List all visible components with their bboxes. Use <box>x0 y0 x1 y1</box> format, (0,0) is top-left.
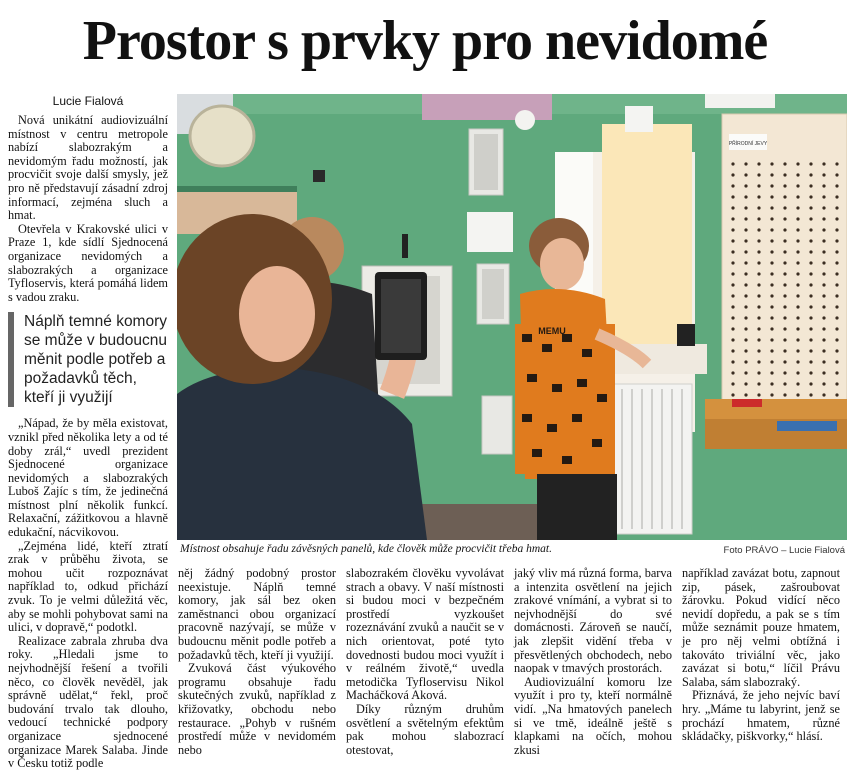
photo-caption: Místnost obsahuje řadu závěsných panelů, kde člověk může procvičit třeba hmat. <box>180 543 552 555</box>
peg-hole <box>809 305 812 308</box>
peg-hole <box>796 228 799 231</box>
peg-hole <box>757 250 760 253</box>
peg-hole <box>731 239 734 242</box>
peg-hole <box>757 272 760 275</box>
peg-hole <box>770 371 773 374</box>
peg-hole <box>770 338 773 341</box>
peg-hole <box>809 371 812 374</box>
peg-hole <box>744 338 747 341</box>
peg-hole <box>783 206 786 209</box>
peg-hole <box>796 382 799 385</box>
peg-hole <box>731 349 734 352</box>
peg-hole <box>822 250 825 253</box>
peg-hole <box>783 393 786 396</box>
peg-hole <box>744 349 747 352</box>
peg-hole <box>731 173 734 176</box>
peg-hole <box>731 228 734 231</box>
peg-hole <box>822 393 825 396</box>
peg-hole <box>809 393 812 396</box>
peg-hole <box>796 217 799 220</box>
peg-hole <box>744 162 747 165</box>
peg-hole <box>731 283 734 286</box>
peg-hole <box>796 393 799 396</box>
peg-hole <box>835 283 838 286</box>
paragraph: Realizace zabrala zhruba dva roky. „Hledali jsme to nejvhodnější řešení a tvořili něco, co člověk nevěděl, jak správně udělat,“ řekl, proč budování trvalo tak dlouho, vedoucí technické podpory organizace sjednocené organizace Marek Salaba. Jinde v Česku totiž podle <box>8 633 168 771</box>
peg-hole <box>822 173 825 176</box>
peg-hole <box>835 294 838 297</box>
peg-hole <box>822 206 825 209</box>
peg-hole <box>809 250 812 253</box>
peg-hole <box>796 173 799 176</box>
peg-hole <box>796 371 799 374</box>
peg-hole <box>822 294 825 297</box>
peg-hole <box>835 162 838 165</box>
peg-hole <box>796 316 799 319</box>
peg-hole <box>783 239 786 242</box>
peg-hole <box>783 272 786 275</box>
peg-hole <box>822 382 825 385</box>
peg-hole <box>809 316 812 319</box>
peg-hole <box>809 162 812 165</box>
peg-hole <box>783 305 786 308</box>
peg-hole <box>744 360 747 363</box>
peg-hole <box>744 195 747 198</box>
peg-hole <box>744 393 747 396</box>
peg-hole <box>770 184 773 187</box>
peg-hole <box>744 173 747 176</box>
left-column <box>8 94 168 771</box>
peg-hole <box>770 360 773 363</box>
peg-hole <box>783 184 786 187</box>
paragraph: Otevřela v Krakovské ulici v Praze 1, kde sídlí Sjednocená organizace nevidomých a slabozrakých a organizace Tyfloservis, která pomáhá lidem s vadou zraku. <box>8 221 168 304</box>
peg-hole <box>822 228 825 231</box>
article-photo <box>177 94 847 540</box>
paragraph: slabozrakém člověku vyvolávat strach a obavy. V naší místnosti si budou moci v bezpečném prostředí vyzkoušet rozeznávání zvuků a naučit se v nich orientovat, poté tyto dovednosti budou moci využít i v reálném životě,“ uvedla metodička Tyfloservisu Nikol Macháčková Aková. <box>346 566 504 703</box>
peg-hole <box>744 272 747 275</box>
peg-hole <box>835 338 838 341</box>
peg-hole <box>783 382 786 385</box>
peg-hole <box>731 162 734 165</box>
peg-hole <box>796 338 799 341</box>
peg-hole <box>744 305 747 308</box>
peg-hole <box>809 349 812 352</box>
peg-hole <box>835 228 838 231</box>
peg-hole <box>744 184 747 187</box>
peg-hole <box>757 217 760 220</box>
peg-hole <box>796 195 799 198</box>
peg-hole <box>796 206 799 209</box>
peg-hole <box>835 184 838 187</box>
peg-hole <box>744 327 747 330</box>
peg-hole <box>744 316 747 319</box>
article-column <box>514 567 672 757</box>
peg-hole <box>796 162 799 165</box>
article-headline: Prostor s prvky pro nevidomé <box>82 10 768 72</box>
peg-hole <box>757 261 760 264</box>
peg-hole <box>770 327 773 330</box>
article-column <box>346 567 504 757</box>
peg-hole <box>783 360 786 363</box>
peg-hole <box>783 162 786 165</box>
peg-hole <box>783 349 786 352</box>
peg-hole <box>731 272 734 275</box>
peg-hole <box>757 393 760 396</box>
peg-hole <box>757 382 760 385</box>
peg-hole <box>809 173 812 176</box>
peg-hole <box>835 393 838 396</box>
peg-hole <box>783 261 786 264</box>
peg-hole <box>796 184 799 187</box>
peg-hole <box>809 338 812 341</box>
peg-hole <box>822 239 825 242</box>
peg-hole <box>783 228 786 231</box>
peg-hole <box>796 261 799 264</box>
peg-hole <box>822 184 825 187</box>
peg-hole <box>744 206 747 209</box>
paragraph: Zvuková část výukového programu obsahuje řadu skutečných zvuků, například z křižovatky, obchodu nebo restaurace. „Pohyb v rušném prostředí může v nevidomém nebo <box>178 661 336 757</box>
peg-hole <box>731 184 734 187</box>
paragraph: například zavázat botu, zapnout zip, pásek, zašroubovat žárovku. Pokud vidící něco nevidí dopředu, a pak se s tím může seznámit pouze hmatem, je pro něj velmi obtížná i takováto triviální věc, jako zavázat si botu,“ líčil Právu Salaba, sám slabozraký. <box>682 566 840 689</box>
peg-hole <box>744 283 747 286</box>
peg-hole <box>731 393 734 396</box>
peg-hole <box>731 327 734 330</box>
peg-hole <box>731 360 734 363</box>
peg-hole <box>731 382 734 385</box>
peg-hole <box>809 327 812 330</box>
peg-hole <box>770 217 773 220</box>
peg-hole <box>796 272 799 275</box>
peg-hole <box>744 371 747 374</box>
peg-hole <box>783 283 786 286</box>
peg-hole <box>770 272 773 275</box>
peg-hole <box>744 250 747 253</box>
peg-hole <box>770 206 773 209</box>
peg-hole <box>835 195 838 198</box>
photo-credit: Foto PRÁVO – Lucie Fialová <box>723 545 845 556</box>
peg-hole <box>731 217 734 220</box>
article-column <box>682 567 840 744</box>
peg-hole <box>757 371 760 374</box>
peg-hole <box>822 316 825 319</box>
peg-hole <box>796 250 799 253</box>
shirt-print: MEMU <box>538 326 566 336</box>
peg-hole <box>757 162 760 165</box>
peg-hole <box>783 327 786 330</box>
peg-hole <box>822 283 825 286</box>
peg-hole <box>822 305 825 308</box>
peg-hole <box>796 283 799 286</box>
peg-hole <box>731 338 734 341</box>
peg-hole <box>822 371 825 374</box>
peg-hole <box>770 162 773 165</box>
peg-hole <box>809 228 812 231</box>
peg-hole <box>809 195 812 198</box>
peg-hole <box>809 184 812 187</box>
peg-hole <box>809 272 812 275</box>
peg-hole <box>835 217 838 220</box>
peg-hole <box>744 239 747 242</box>
peg-hole <box>770 195 773 198</box>
peg-hole <box>835 371 838 374</box>
peg-hole <box>757 239 760 242</box>
peg-hole <box>744 382 747 385</box>
peg-hole <box>835 349 838 352</box>
peg-hole <box>757 173 760 176</box>
peg-hole <box>770 294 773 297</box>
peg-hole <box>757 206 760 209</box>
peg-hole <box>757 305 760 308</box>
peg-hole <box>757 338 760 341</box>
peg-hole <box>809 217 812 220</box>
peg-hole <box>744 294 747 297</box>
peg-hole <box>731 261 734 264</box>
peg-hole <box>822 261 825 264</box>
peg-hole <box>835 206 838 209</box>
peg-hole <box>757 228 760 231</box>
peg-hole <box>835 173 838 176</box>
peg-hole <box>783 195 786 198</box>
peg-hole <box>757 283 760 286</box>
peg-hole <box>770 393 773 396</box>
peg-hole <box>770 349 773 352</box>
peg-hole <box>822 338 825 341</box>
peg-hole <box>731 371 734 374</box>
peg-hole <box>770 305 773 308</box>
peg-hole <box>809 239 812 242</box>
peg-hole <box>796 294 799 297</box>
peg-hole <box>835 316 838 319</box>
peg-hole <box>822 349 825 352</box>
peg-hole <box>809 382 812 385</box>
peg-hole <box>757 327 760 330</box>
paragraph: „Nápad, že by měla existovat, vznikl před několika lety a od té doby zrál,“ uvedl prezident Sjednocené organizace nevidomých a slabozrakých Luboš Zajíc s tím, že jedinečná místnost plní několik funkcí. Relaxační, zážitkovou a hlavně edukační, nácvikovou. <box>8 416 168 540</box>
sign-label: PŘÍRODNÍ JEVY <box>728 141 768 147</box>
peg-hole <box>783 250 786 253</box>
peg-hole <box>796 349 799 352</box>
peg-hole <box>809 261 812 264</box>
peg-hole <box>731 195 734 198</box>
peg-hole <box>783 316 786 319</box>
pull-quote: Náplň temné komory se může v budoucnu měnit podle potřeb a požadavků těch, kteří ji využijí <box>8 312 168 407</box>
paragraph: Audiovizuální komoru lze využít i pro ty, kteří normálně vidí. „Na hmatových panelech si ve tmě, ideálně ještě s klapkami na očích, mohou zkusi <box>514 674 672 757</box>
peg-hole <box>731 305 734 308</box>
peg-hole <box>809 206 812 209</box>
peg-hole <box>770 382 773 385</box>
peg-hole <box>731 250 734 253</box>
peg-hole <box>835 327 838 330</box>
paragraph: Přiznává, že jeho nejvíc baví hry. „Máme tu labyrint, jenž se prochází hmatem, různé skládačky, piškvorky,“ hlásí. <box>682 688 840 744</box>
peg-hole <box>783 338 786 341</box>
peg-hole <box>770 228 773 231</box>
peg-hole <box>796 360 799 363</box>
peg-hole <box>770 250 773 253</box>
peg-hole <box>809 294 812 297</box>
peg-hole <box>757 349 760 352</box>
peg-hole <box>770 283 773 286</box>
paragraph: Díky různým druhům osvětlení a světelným efektům pak mohou slabozrací otestovat, <box>346 701 504 757</box>
peg-hole <box>757 360 760 363</box>
peg-hole <box>770 261 773 264</box>
peg-hole <box>822 272 825 275</box>
peg-hole <box>822 327 825 330</box>
peg-hole <box>835 360 838 363</box>
peg-hole <box>835 239 838 242</box>
peg-hole <box>783 217 786 220</box>
peg-hole <box>770 316 773 319</box>
peg-hole <box>757 184 760 187</box>
peg-hole <box>822 162 825 165</box>
peg-hole <box>822 360 825 363</box>
byline: Lucie Fialová <box>52 94 124 108</box>
peg-hole <box>744 261 747 264</box>
peg-hole <box>822 195 825 198</box>
peg-hole <box>809 283 812 286</box>
paragraph: Nová unikátní audiovizuální místnost v centru metropole nabízí slabozrakým a nevidomým řadu možností, jak procvičit svoje další smysly, jež pro ně představují zásadní zdroj informací, zejména sluch a hmat. <box>8 113 168 223</box>
paragraph: něj žádný podobný prostor neexistuje. Náplň temné komory, jak sál bez oken zaměstnanci obou organizací pracovně nazývají, se může v budoucnu měnit podle potřeb a požadavků těch, kteří ji využijí. <box>178 566 336 662</box>
peg-hole <box>835 272 838 275</box>
peg-hole <box>835 305 838 308</box>
peg-hole <box>809 360 812 363</box>
peg-hole <box>835 261 838 264</box>
peg-hole <box>783 294 786 297</box>
peg-hole <box>744 228 747 231</box>
peg-hole <box>822 217 825 220</box>
peg-hole <box>796 239 799 242</box>
peg-hole <box>757 294 760 297</box>
paragraph: jaký vliv má různá forma, barva a intenzita osvětlení na jejich zrakové vnímání, a vybrat si to nejvhodnější do své domácnosti. Zároveň se naučí, jak zlepšit vidění třeba v přesvětlených obchodech, nebo naopak v tmavých prostorách. <box>514 566 672 676</box>
peg-hole <box>796 327 799 330</box>
peg-hole <box>783 173 786 176</box>
paragraph: „Zejména lidé, kteří ztratí zrak v průběhu života, se mohou učit rozpoznávat například to, odkud přichází zvuk. To je velmi důležitá věc, aby se mohli pohybovat sami na ulici, v dopravě,“ podotkl. <box>8 538 168 635</box>
peg-hole <box>796 305 799 308</box>
peg-hole <box>783 371 786 374</box>
peg-hole <box>770 239 773 242</box>
peg-hole <box>744 217 747 220</box>
peg-hole <box>770 173 773 176</box>
photo-illustration <box>177 94 847 540</box>
peg-hole <box>757 316 760 319</box>
peg-hole <box>835 250 838 253</box>
peg-hole <box>731 316 734 319</box>
peg-hole <box>757 195 760 198</box>
peg-hole <box>731 294 734 297</box>
peg-hole <box>731 206 734 209</box>
article-column <box>178 567 336 757</box>
peg-hole <box>835 382 838 385</box>
